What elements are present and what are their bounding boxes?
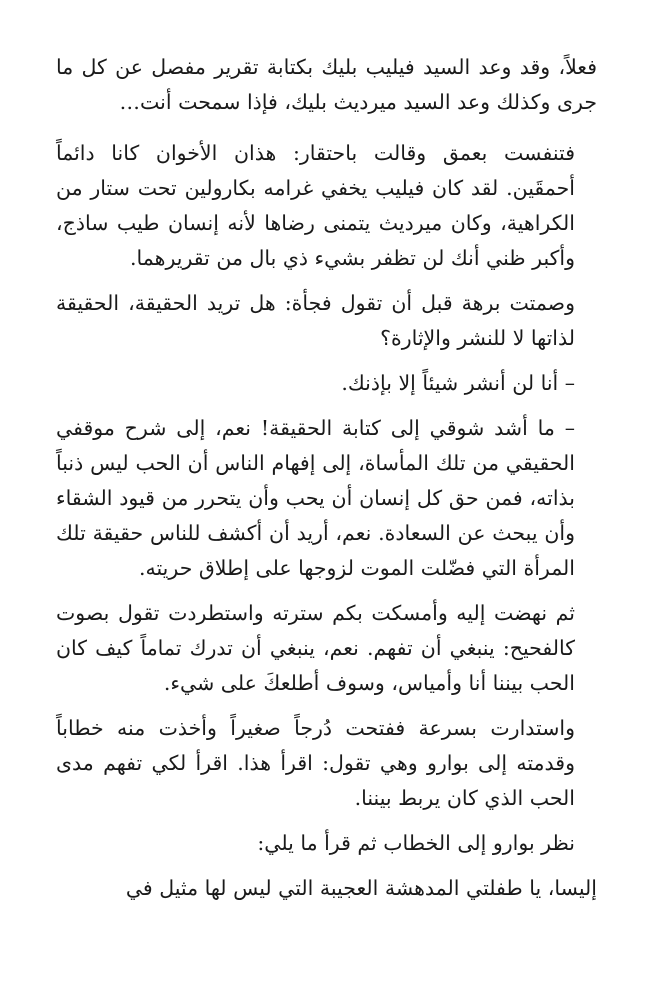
paragraph-8: نظر بوارو إلى الخطاب ثم قرأ ما يلي: (257, 831, 575, 855)
paragraph-3: وصمتت برهة قبل أن تقول فجأة: هل تريد الحقيقة، الحقيقة لذاتها لا للنشر والإثارة؟ (56, 291, 575, 350)
paragraph-2: فتنفست بعمق وقالت باحتقار: هذان الأخوان كانا دائماً أحمقَين. لقد كان فيليب يخفي غرامه بكارولين تحت ستار من الكراهية، وكان ميرديث يتمنى رضاها لأنه إنسان طيب ساذج، وأكبر ظني أنك لن تظفر بشيء ذي بال من تقريرهما. (56, 141, 575, 270)
paragraph-6: ثم نهضت إليه وأمسكت بكم سترته واستطردت تقول بصوت كالفحيح: ينبغي أن تفهم. نعم، ينبغي أن تدرك تماماً كيف كان الحب بيننا أنا وأمياس، وسوف أطلعكَ على شيء. (56, 601, 575, 695)
paragraph-1: فعلاً، وقد وعد السيد فيليب بليك بكتابة تقرير مفصل عن كل ما جرى وكذلك وعد السيد ميرديث بليك، فإذا سمحت أنت… (56, 55, 597, 114)
book-page (56, 50, 597, 916)
paragraph-7: واستدارت بسرعة ففتحت دُرجاً صغيراً وأخذت منه خطاباً وقدمته إلى بوارو وهي تقول: اقرأ هذا. اقرأ لكي تفهم مدى الحب الذي كان يربط بيننا. (56, 716, 575, 810)
paragraph-5: – ما أشد شوقي إلى كتابة الحقيقة! نعم، إلى شرح موقفي الحقيقي من تلك المأساة، إلى إفهام الناس أن الحب ليس ذنباً بذاته، فمن حق كل إنسان أن يحب وأن يتحرر من قيود الشقاء وأن يبحث عن السعادة. نعم، أريد أن أكشف للناس حقيقة تلك المرأة التي فضّلت الموت لزوجها على إطلاق حريته. (56, 416, 575, 580)
paragraph-4: – أنا لن أنشر شيئاً إلا بإذنك. (341, 371, 575, 395)
paragraph-9: إليسا، يا طفلتي المدهشة العجيبة التي ليس لها مثيل في (125, 876, 597, 900)
